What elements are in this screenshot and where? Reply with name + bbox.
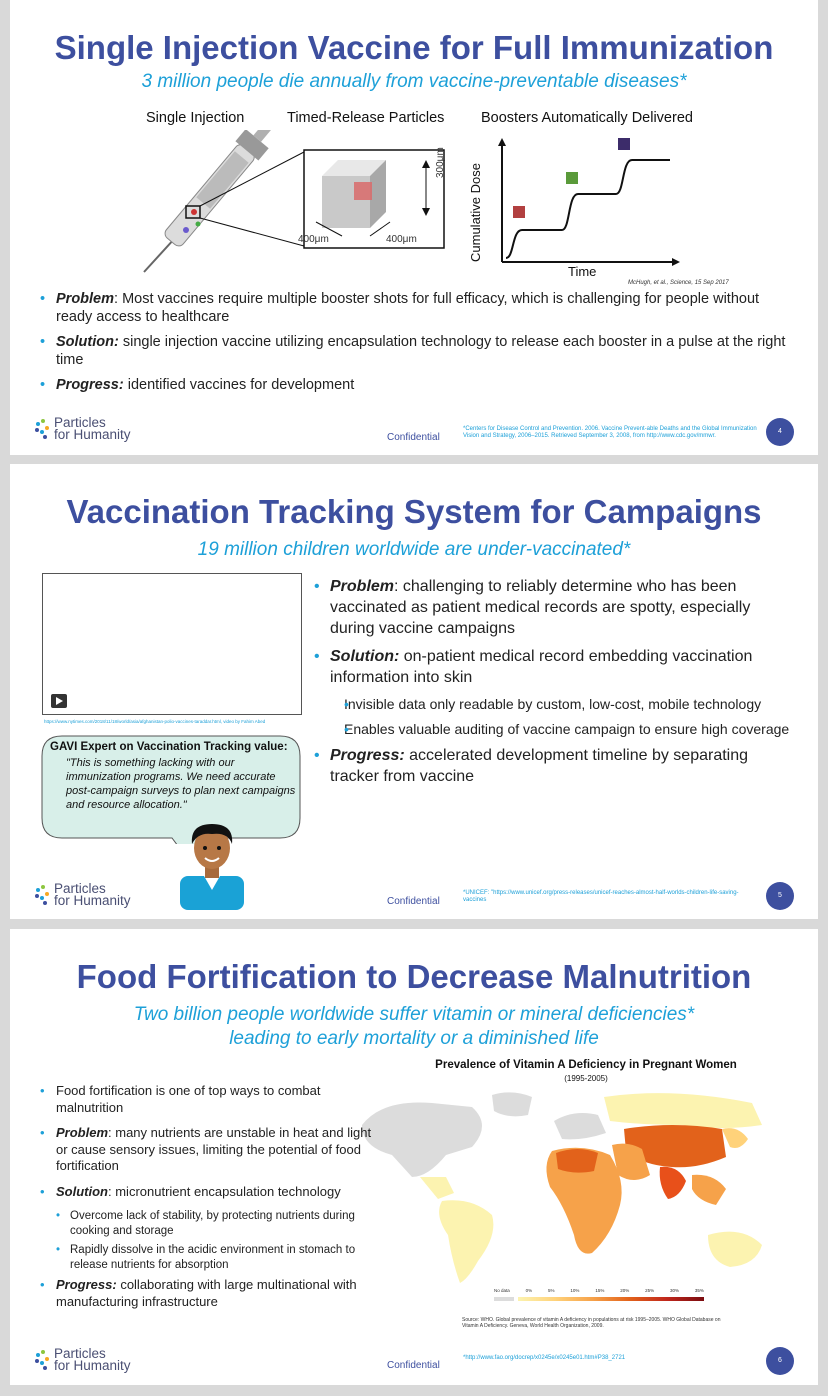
slide-title: Vaccination Tracking System for Campaigns — [66, 493, 762, 530]
map-legend — [494, 1288, 704, 1311]
bullet-progress: • Progress: collaborating with large multinational with manufacturing infrastructure — [40, 1277, 384, 1310]
dose-graph — [492, 136, 692, 268]
particles-logo: Particles for Humanity — [34, 416, 154, 444]
bullet-list — [40, 1083, 384, 1319]
slide-6 — [10, 929, 818, 1385]
citation: McHugh, et al., Science, 15 Sep 2017 — [628, 280, 729, 286]
map-title: Prevalence of Vitamin A Deficiency in Pregnant Women — [435, 1059, 737, 1071]
particles-logo: Particles for Humanity — [34, 1347, 154, 1375]
slide-subtitle-line2: leading to early mortality or a diminished life — [229, 1028, 599, 1049]
footnote: *UNICEF: "https://www.unicef.org/press-releases/unicef-reaches-almost-half-worlds-children-life-saving-vaccines — [463, 890, 739, 903]
graph-xlabel: Time — [568, 264, 597, 279]
bullet-problem: • Problem: Most vaccines require multiple booster shots for full efficacy, which is challenging for people without ready access to healthcare — [40, 290, 792, 326]
bullet-list — [40, 290, 792, 401]
slide-title: Food Fortification to Decrease Malnutrition — [76, 958, 752, 995]
bullet-solution: • Solution: single injection vaccine utilizing encapsulation technology to release each booster in a pulse at the right time — [40, 333, 792, 369]
page-number: 4 — [766, 418, 794, 446]
person-avatar-icon — [178, 816, 246, 910]
syringe-diagram — [136, 130, 456, 276]
slide-subtitle: 19 million children worldwide are under-vaccinated* — [197, 539, 631, 560]
slide-title: Single Injection Vaccine for Full Immunization — [54, 29, 774, 66]
bullet-progress: • Progress: accelerated development timeline by separating tracker from vaccine — [314, 745, 792, 787]
page-number: 5 — [766, 882, 794, 910]
confidential-label: Confidential — [387, 1360, 440, 1371]
world-map — [342, 1085, 786, 1291]
cube-width-left-label: 400μm — [298, 234, 329, 245]
slide-5 — [10, 464, 818, 919]
bubble-title: GAVI Expert on Vaccination Tracking value: — [50, 741, 288, 753]
map-years: (1995-2005) — [564, 1074, 608, 1083]
play-icon — [56, 697, 63, 705]
bullet-solution: • Solution: on-patient medical record embedding vaccination information into skin — [314, 646, 792, 688]
bubble-quote: "This is something lacking with our immunization programs. We need accurate post-campaign surveys to plan next campaigns and resource allocation." — [66, 757, 296, 811]
map-source: Source: WHO. Global prevalence of vitamin A deficiency in populations at risk 1995–2005. WHO Global Database on Vitamin A Deficiency. Geneva, World Health Organization, 2009. — [462, 1317, 721, 1329]
slide-4 — [10, 0, 818, 455]
bullet-sub-auditing: • Enables valuable auditing of vaccine campaign to ensure high coverage — [314, 720, 792, 738]
footnote: *http://www.fao.org/docrep/x0245e/x0245e01.htm#P38_2721 — [463, 1355, 626, 1361]
confidential-label: Confidential — [387, 432, 440, 443]
bullet-solution: • Solution: micronutrient encapsulation technology — [40, 1184, 384, 1201]
label-timed-release: Timed-Release Particles — [287, 110, 445, 126]
confidential-label: Confidential — [387, 896, 440, 907]
slide-subtitle: 3 million people die annually from vaccine-preventable diseases* — [141, 71, 687, 92]
bullet-sub-stability: • Overcome lack of stability, by protecting nutrients during cooking and storage — [40, 1209, 384, 1239]
logo-dots-icon — [34, 884, 52, 906]
video-caption: https://www.nytimes.com/2018/11/18/world/asia/afghanistan-polio-vaccines-taraddar.html, video by Fahim Abed — [44, 719, 266, 724]
cube-width-right-label: 400μm — [386, 234, 417, 245]
bullet-sub-invisible-data: • Invisible data only readable by custom, low-cost, mobile technology — [314, 695, 792, 713]
logo-dots-icon — [34, 418, 52, 440]
logo-dots-icon — [34, 1349, 52, 1371]
label-single-injection: Single Injection — [146, 110, 245, 126]
bullet-sub-dissolve: • Rapidly dissolve in the acidic environment in stomach to release nutrients for absorption — [40, 1243, 384, 1273]
bullet-problem: • Problem: many nutrients are unstable in heat and light or cause sensory issues, limiting the potential of food fortification — [40, 1125, 384, 1175]
particles-logo: Particles for Humanity — [34, 882, 154, 910]
legend-gradient — [518, 1297, 704, 1301]
bullet-fortification: • Food fortification is one of top ways to combat malnutrition — [40, 1083, 384, 1116]
bullet-progress: • Progress: identified vaccines for development — [40, 376, 792, 394]
cube-height-label: 300μm — [435, 147, 446, 178]
page-number: 6 — [766, 1347, 794, 1375]
video-player[interactable] — [42, 573, 302, 715]
label-boosters: Boosters Automatically Delivered — [481, 110, 693, 126]
footnote: *Centers for Disease Control and Prevention. 2006. Vaccine Prevent-able Deaths and the Global Immunization Vision and Strategy, 2006–2015. Retrieved September 3, 2008, from http://www.cdc.gov/mmwr. — [463, 426, 757, 439]
legend-labels: No data 0% 5% 10% 15% 20% 25% 30% 35% — [494, 1288, 704, 1293]
play-button[interactable] — [51, 694, 67, 708]
graph-ylabel: Cumulative Dose — [468, 163, 483, 262]
bullet-list — [314, 576, 792, 794]
legend-swatch-nodata — [494, 1297, 514, 1301]
bullet-problem: • Problem: challenging to reliably determine who has been vaccinated as patient medical records are spotty, especially during vaccine campaigns — [314, 576, 792, 639]
slide-subtitle-line1: Two billion people worldwide suffer vitamin or mineral deficiencies* — [133, 1004, 695, 1025]
